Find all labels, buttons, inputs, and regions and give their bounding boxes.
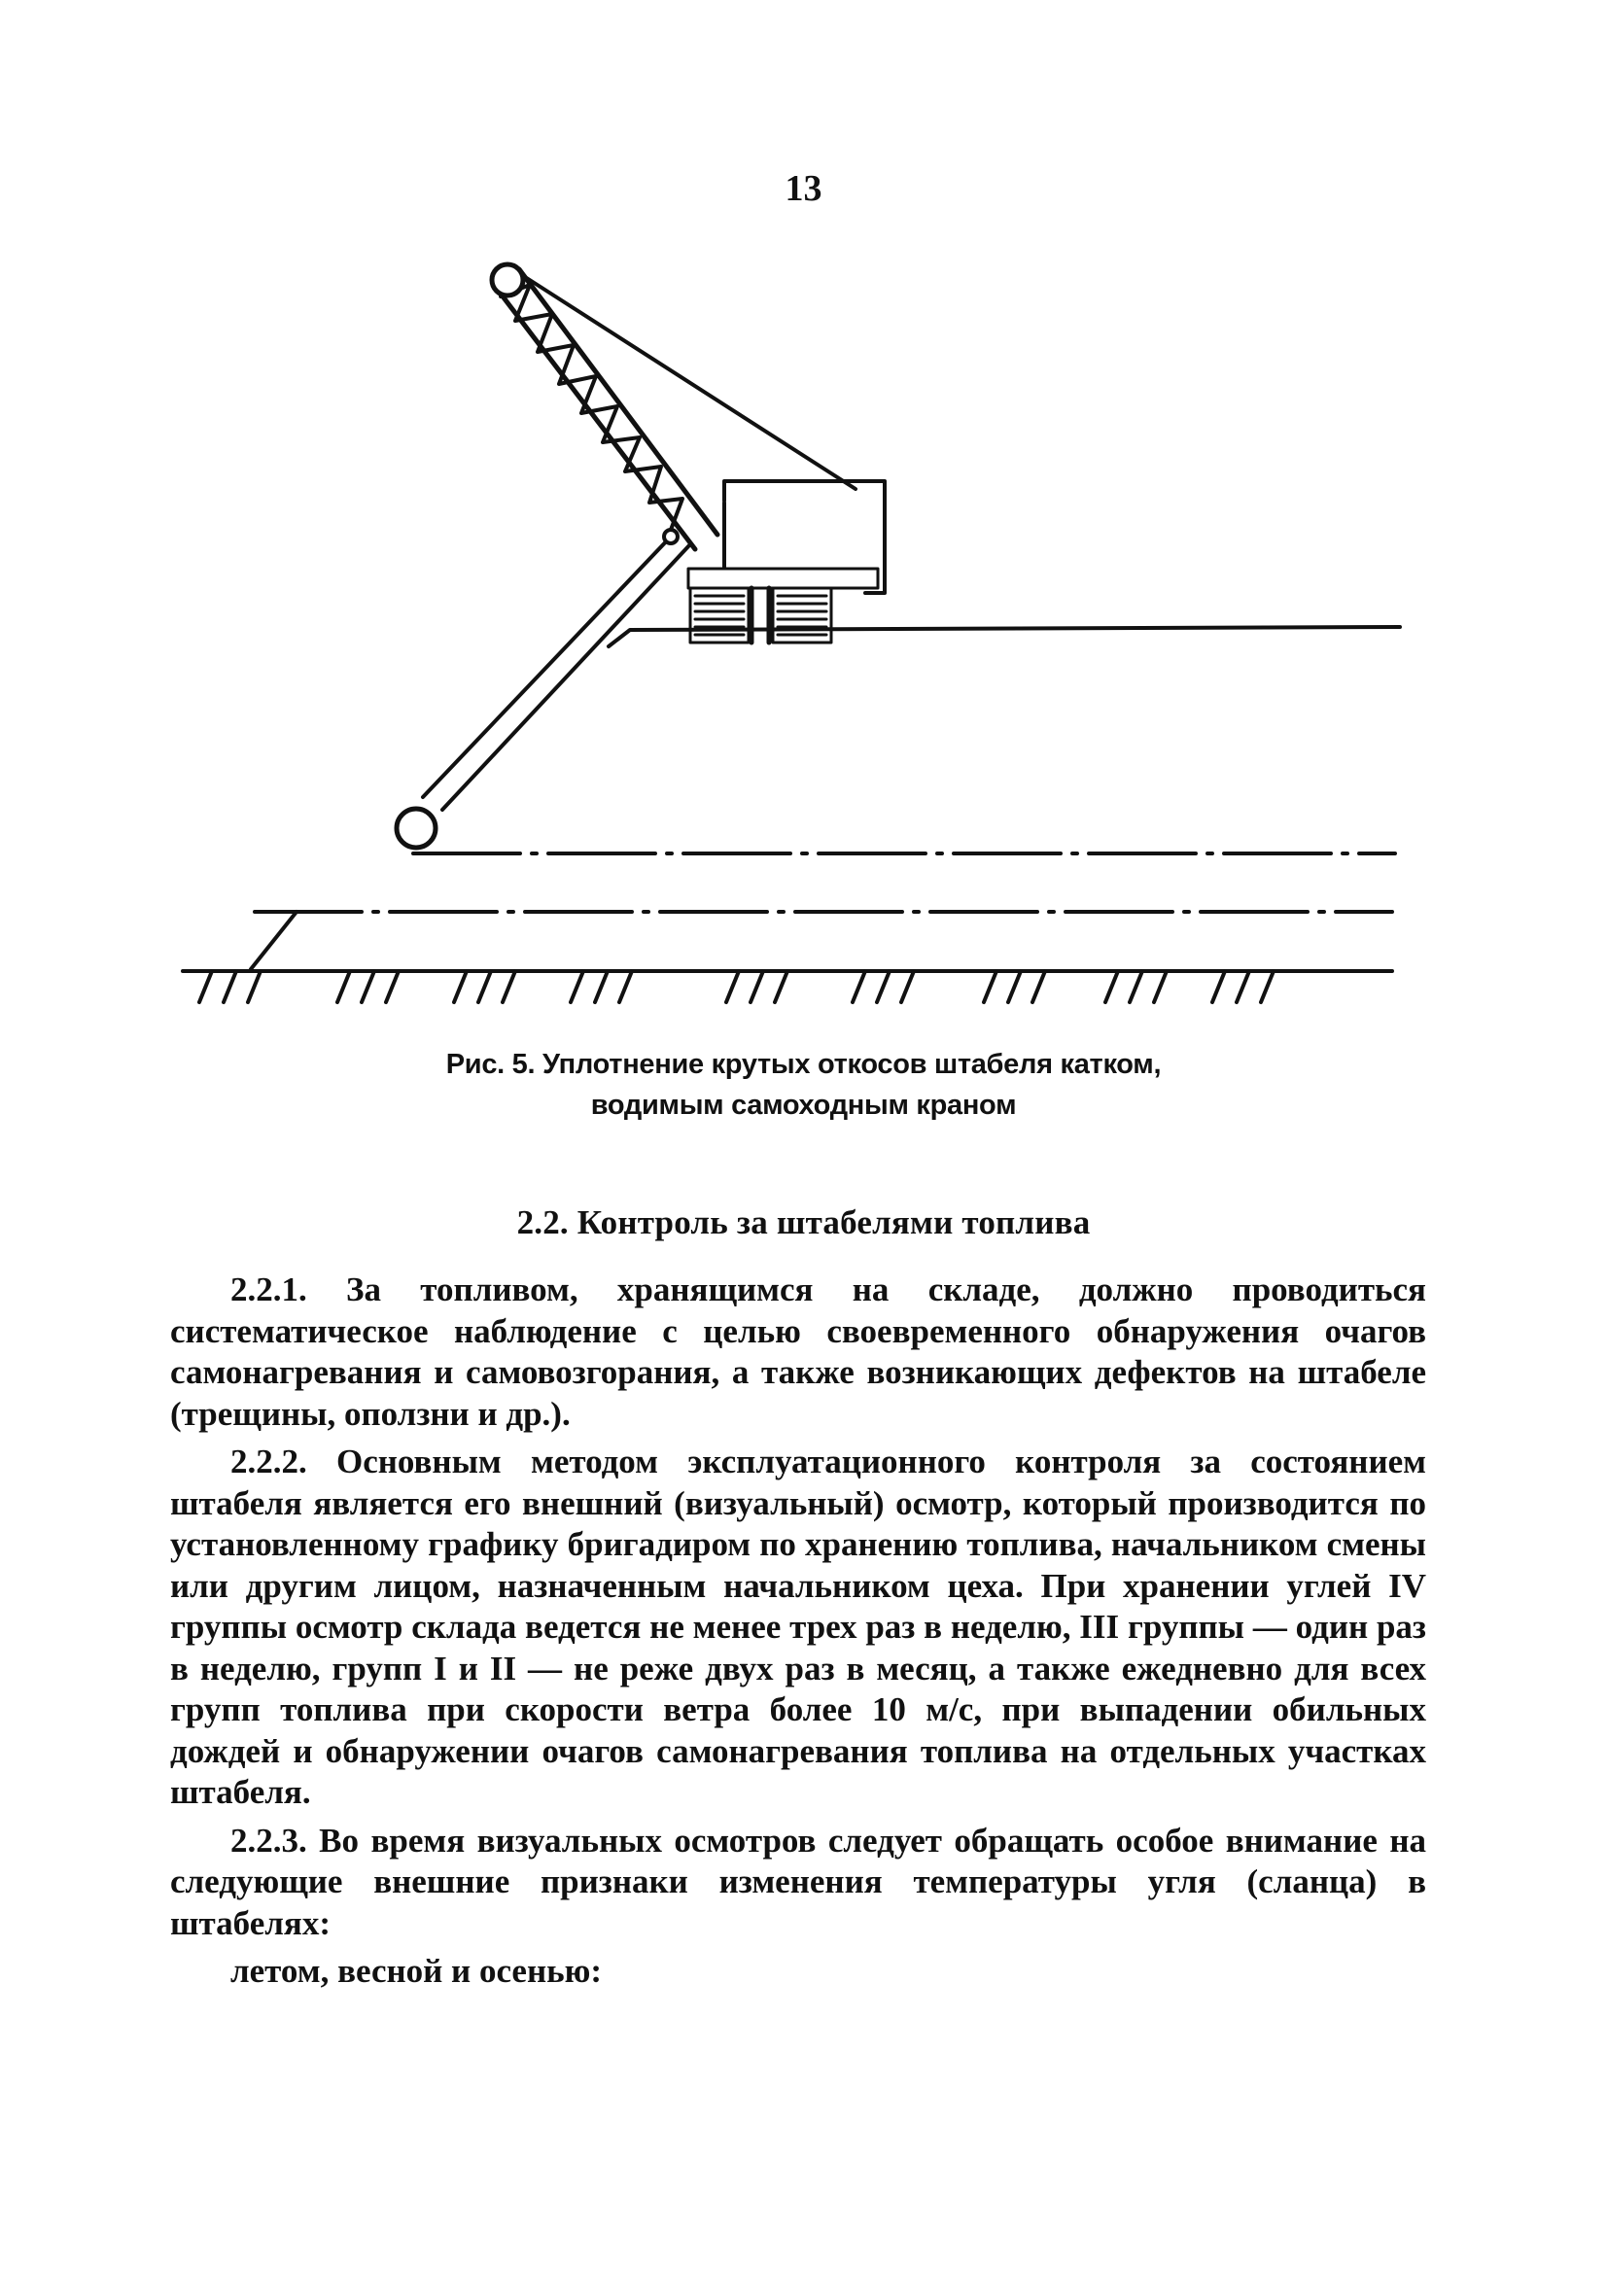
- roller-tow-bar: [423, 537, 690, 810]
- crane-diagram: [165, 248, 1429, 1016]
- page-number: 13: [785, 168, 822, 209]
- crane-boom: [494, 269, 717, 549]
- crane-figure: [165, 248, 1429, 1016]
- figure-caption: [0, 1044, 1607, 1126]
- figure-caption-line-1: Рис. 5. Уплотнение крутых откосов штабеля катком,: [445, 1049, 1162, 1080]
- figure-caption-line-2: водимым самоходным краном: [590, 1090, 1017, 1121]
- section-title: 2.2. Контроль за штабелями топлива: [516, 1203, 1091, 1241]
- paragraph-2-2-3: 2.2.3. Во время визуальных осмотров следует обращать особое внимание на следующие внешние признаки изменения температуры угля (сланца) в штабелях:: [170, 1821, 1426, 1942]
- ground-hatching: [199, 971, 1274, 1002]
- paragraph-2-2-2: 2.2.2. Основным методом эксплуатационного контроля за состоянием штабеля является его внешний (визуальный) осмотр, который производится по установленному графику бригадиром по хранению топлива, начальником смены или другим лицом, назначенным начальником цеха. При хранении углей IV группы осмотр склада ведется не менее трех раз в неделю, III группы — один раз в неделю, групп I и II — не реже двух раз в месяц, а также ежедневно для всех групп топлива при скорости ветра более 10 м/с, при выпадении обильных дождей и обнаружении очагов самонагревания топлива на отдельных участках штабеля.: [170, 1443, 1426, 1811]
- paragraph-seasons: летом, весной и осенью:: [230, 1952, 603, 1990]
- slope-base-line: [251, 912, 297, 969]
- paragraph-2-2-1: 2.2.1. За топливом, хранящимся на складе, должно проводиться систематическое наблюдение с целью своевременного обнаружения очагов самонагревания и самовозгорания, а также возникающих дефектов на штабеле (трещины, оползни и др.).: [170, 1270, 1426, 1433]
- body-text: [170, 1270, 1426, 2000]
- boom-tip-pulley: [492, 264, 523, 296]
- roller-drum: [397, 809, 436, 848]
